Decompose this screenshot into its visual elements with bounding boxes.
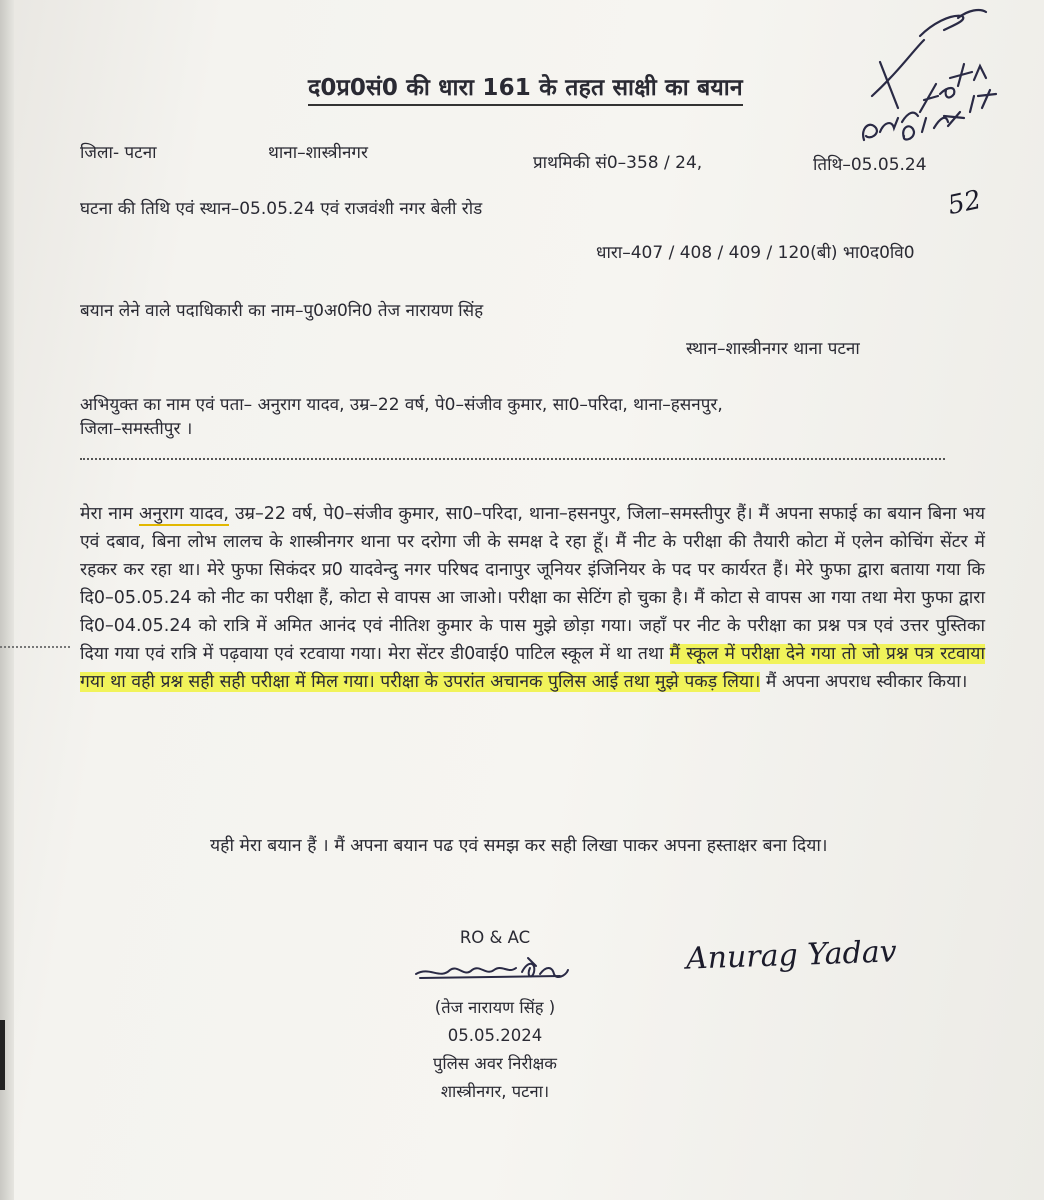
- closing-statement: यही मेरा बयान हैं । मैं अपना बयान पढ एवं समझ कर सही लिखा पाकर अपना हस्ताक्षर बना दिया।: [210, 836, 828, 856]
- accused-signature: Anurag Yadav: [685, 934, 898, 977]
- officer-name: (तेज नारायण सिंह ): [434, 998, 556, 1017]
- header-fir-number: प्राथमिकी सं0–358 / 24,: [533, 153, 703, 173]
- statement-part-2: मैं अपना अपराध स्वीकार किया।: [760, 672, 968, 692]
- margin-dotted-line: [0, 646, 70, 648]
- officer-sign-date: 05.05.2024: [447, 1026, 543, 1045]
- header-officer: बयान लेने वाले पदाधिकारी का नाम–पु0अ0नि0 तेज नारायण सिंह: [80, 301, 484, 321]
- header-district: जिला- पटना: [80, 143, 157, 163]
- document-title: द0प्र0सं0 की धारा 161 के तहत साक्षी का बयान: [308, 70, 743, 106]
- header-date: तिथि–05.05.24: [813, 155, 927, 175]
- officer-signature-block: [400, 924, 590, 1106]
- header-police-station: थाना–शास्त्रीनगर: [268, 143, 368, 163]
- officer-designation: पुलिस अवर निरीक्षक: [433, 1054, 557, 1073]
- header-incident: घटना की तिथि एवं स्थान–05.05.24 एवं राजवंशी नगर बेली रोड: [80, 199, 483, 219]
- header-sections: धारा–407 / 408 / 409 / 120(बी) भा0द0वि0: [596, 243, 915, 263]
- dotted-separator: [80, 458, 945, 460]
- statement-highlight: मैं स्कूल में परीक्षा देने गया तो जो प्रश्न पत्र रटवाया गया था वही प्रश्न सही सही परीक्षा में मिल गया। परीक्षा के उपरांत अचानक पुलिस आई तथा मुझे पकड़ लिया।: [80, 644, 985, 692]
- accused-line-2: जिला–समस्तीपुर ।: [80, 419, 193, 439]
- statement-prefix: मेरा नाम: [80, 504, 139, 524]
- statement-part-1: उम्र–22 वर्ष, पे0–संजीव कुमार, सा0–परिदा, थाना–हसनपुर, जिला–समस्तीपुर हैं। मैं अपना सफाई का बयान बिना भय एवं दबाव, बिना लोभ लालच के शास्त्रीनगर थाना पर दरोगा जी के समक्ष दे रहा हूँ। मैं नीट के परीक्षा की तैयारी कोटा में एलेन कोचिंग सेंटर में रहकर कर रहा था। मेरे फुफा सिकंदर प्र0 यादवेन्दु नगर परिषद दानापुर जूनियर इंजिनियर के पद पर कार्यरत हैं। मेरे फुफा द्वारा बताया गया कि दि0–05.05.24 को नीट का परीक्षा हैं, कोटा से वापस आ जाओ। परीक्षा का सेटिंग हो चुका है। मैं कोटा से वापस आ गया तथा मेरा फुफा द्वारा दि0–04.05.24 को रात्रि में अमित आनंद एवं नीतिश कुमार के पास मुझे छोड़ा गया। जहाँ पर नीट के परीक्षा का प्रश्न पत्र एवं उत्तर पुस्तिका दिया गया एवं रात्रि में पढ़वाया एवं रटवाया गया। मेरा सेंटर डी0वाई0 पाटिल स्कूल में था तथा: [80, 504, 985, 664]
- ro-ac-label: RO & AC: [459, 928, 531, 947]
- officer-signature: [410, 954, 580, 988]
- margin-number: 52: [945, 184, 984, 222]
- statement-paragraph: [80, 500, 985, 696]
- receipt-signature-scribble: [840, 0, 1040, 150]
- header-place: स्थान–शास्त्रीनगर थाना पटना: [686, 339, 860, 359]
- officer-place: शास्त्रीनगर, पटना।: [440, 1082, 550, 1101]
- page-edge: [0, 1020, 5, 1090]
- accused-line-1: अभियुक्त का नाम एवं पता– अनुराग यादव, उम्र–22 वर्ष, पे0–संजीव कुमार, सा0–परिदा, थाना–हसनपुर,: [80, 395, 723, 415]
- statement-name: अनुराग यादव,: [138, 504, 229, 524]
